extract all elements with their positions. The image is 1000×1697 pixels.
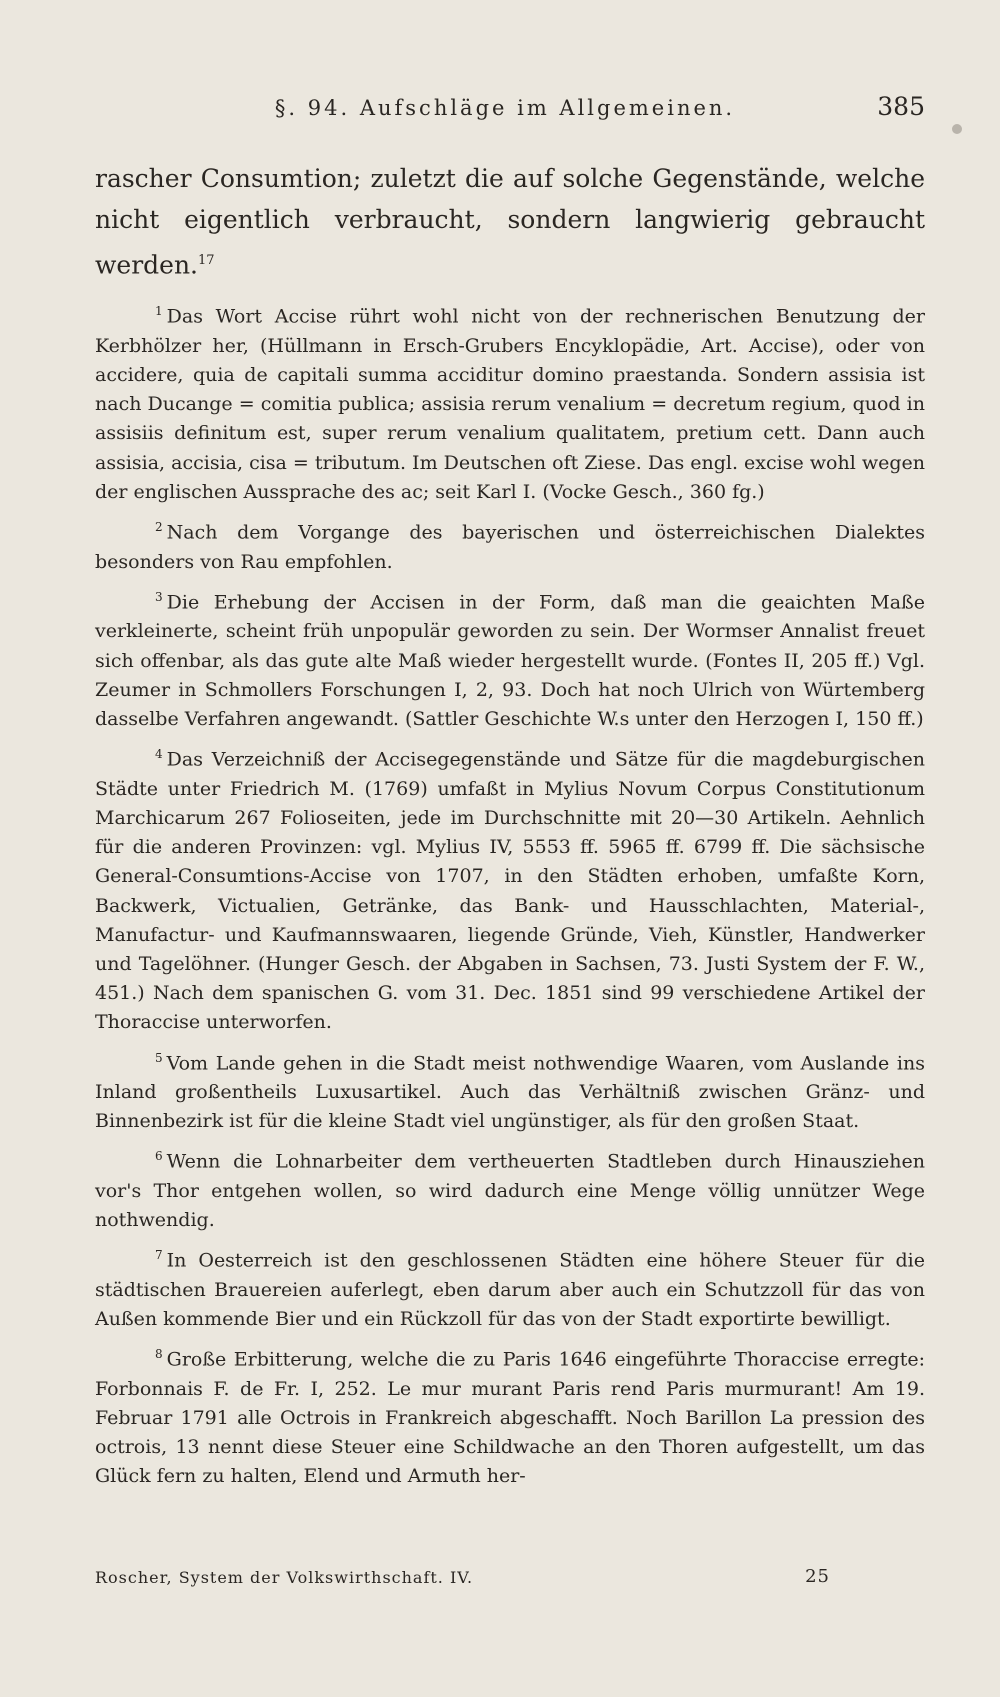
footnote-mark: 4 bbox=[155, 747, 163, 762]
footnote-mark: 3 bbox=[155, 589, 163, 604]
page-header bbox=[85, 92, 925, 128]
footnote-mark: 7 bbox=[155, 1248, 163, 1263]
footnote-3 bbox=[95, 583, 925, 734]
footnote-5 bbox=[95, 1044, 925, 1137]
signature-mark: 25 bbox=[805, 1566, 830, 1587]
running-head: §. 94. Aufschläge im Allgemeinen. bbox=[274, 96, 736, 120]
footnote-text: Das Wort Accise rührt wohl nicht von der rechnerischen Benutzung der Kerbhölzer her, (Hüllmann in Ersch-Grubers Encyklopädie, Art. Accise), oder von accidere, quia de capitali summa acciditur domino praestanda. Sondern assisia ist nach Ducange = comitia publica; assisia rerum venalium = decretum regium, quod in assisiis definitum est, super rerum venalium qualitatem, pretium cett. Dann auch assisia, accisia, cisa = tributum. Im Deutschen oft Ziese. Das engl. excise wohl wegen der englischen Aussprache des ac; seit Karl I. (Vocke Gesch., 360 fg.) bbox=[95, 305, 925, 503]
footer-title: Roscher, System der Volkswirthschaft. IV. bbox=[95, 1568, 474, 1587]
footnote-text: Die Erhebung der Accisen in der Form, daß man die geaichten Maße verkleinerte, scheint früh unpopulär geworden zu sein. Der Wormser Annalist freuet sich offenbar, als das gute alte Maß wieder hergestellt wurde. (Fontes II, 205 ff.) Vgl. Zeumer in Schmollers Forschungen I, 2, 93. Doch hat noch Ulrich von Würtemberg dasselbe Verfahren angewandt. (Sattler Geschichte W.s unter den Herzogen I, 150 ff.) bbox=[95, 591, 925, 730]
page-footer bbox=[95, 1568, 830, 1592]
note-reference: 17 bbox=[198, 253, 215, 268]
footnote-7 bbox=[95, 1241, 925, 1334]
footnote-mark: 1 bbox=[155, 304, 163, 319]
main-text: rascher Consumtion; zuletzt die auf solche Gegenstände, welche nicht eigentlich verbraucht, sondern langwierig gebraucht werden. bbox=[95, 164, 925, 280]
footnote-text: Das Verzeichniß der Accisegegenstände und Sätze für die magdeburgischen Städte unter Friedrich M. (1769) umfaßt in Mylius Novum Corpus Constitutionum Marchicarum 267 Folioseiten, jede im Durchschnitte mit 20—30 Artikeln. Aehnlich für die anderen Provinzen: vgl. Mylius IV, 5553 ff. 5965 ff. 6799 ff. Die sächsische General-Consumtions-Accise von 1707, in den Städten erhoben, umfaßte Korn, Backwerk, Victualien, Getränke, das Bank- und Hausschlachten, Material-, Manufactur- und Kaufmannswaaren, liegende Gründe, Vieh, Künstler, Handwerker und Tagelöhner. (Hunger Gesch. der Abgaben in Sachsen, 73. Justi System der F. W., 451.) Nach dem spanischen G. vom 31. Dec. 1851 sind 99 verschiedene Artikel der Thoraccise unterworfen. bbox=[95, 748, 925, 1034]
footnote-text: Vom Lande gehen in die Stadt meist nothwendige Waaren, vom Auslande ins Inland großentheils Luxusartikel. Auch das Verhältniß zwischen Gränz- und Binnenbezirk ist für die kleine Stadt viel ungünstiger, als für den großen Staat. bbox=[95, 1051, 925, 1133]
footnote-mark: 8 bbox=[155, 1347, 163, 1362]
footnote-text: Wenn die Lohnarbeiter dem vertheuerten Stadtleben durch Hinausziehen vor's Thor entgehen wollen, so wird dadurch eine Menge völlig unnützer Wege nothwendig. bbox=[95, 1150, 925, 1232]
footnote-mark: 2 bbox=[155, 520, 163, 535]
paper-speck bbox=[952, 124, 962, 134]
footnote-8 bbox=[95, 1340, 925, 1491]
footnote-text: In Oesterreich ist den geschlossenen Städten eine höhere Steuer für die städtischen Brauereien auferlegt, eben darum aber auch ein Schutzzoll für das von Außen kommende Bier und ein Rückzoll für das von der Stadt exportirte bewilligt. bbox=[95, 1249, 925, 1331]
footnote-text: Große Erbitterung, welche die zu Paris 1646 eingeführte Thoraccise erregte: Forbonnais F. de Fr. I, 252. Le mur murant Paris rend Paris murmurant! Am 19. Februar 1791 alle Octrois in Frankreich abgeschafft. Noch Barillon La pression des octrois, 13 nennt diese Steuer eine Schildwache an den Thoren aufgestellt, um das Glück fern zu halten, Elend und Armuth her- bbox=[95, 1348, 925, 1488]
page-body bbox=[95, 158, 925, 1498]
main-paragraph bbox=[95, 158, 925, 285]
footnote-6 bbox=[95, 1142, 925, 1235]
footnote-mark: 5 bbox=[155, 1050, 163, 1065]
page-number: 385 bbox=[877, 92, 925, 121]
footnote-4 bbox=[95, 740, 925, 1037]
footnote-text: Nach dem Vorgange des bayerischen und österreichischen Dialektes besonders von Rau empfohlen. bbox=[95, 521, 925, 573]
footnote-1 bbox=[95, 297, 925, 507]
footnote-2 bbox=[95, 513, 925, 577]
footnote-mark: 6 bbox=[155, 1149, 163, 1164]
